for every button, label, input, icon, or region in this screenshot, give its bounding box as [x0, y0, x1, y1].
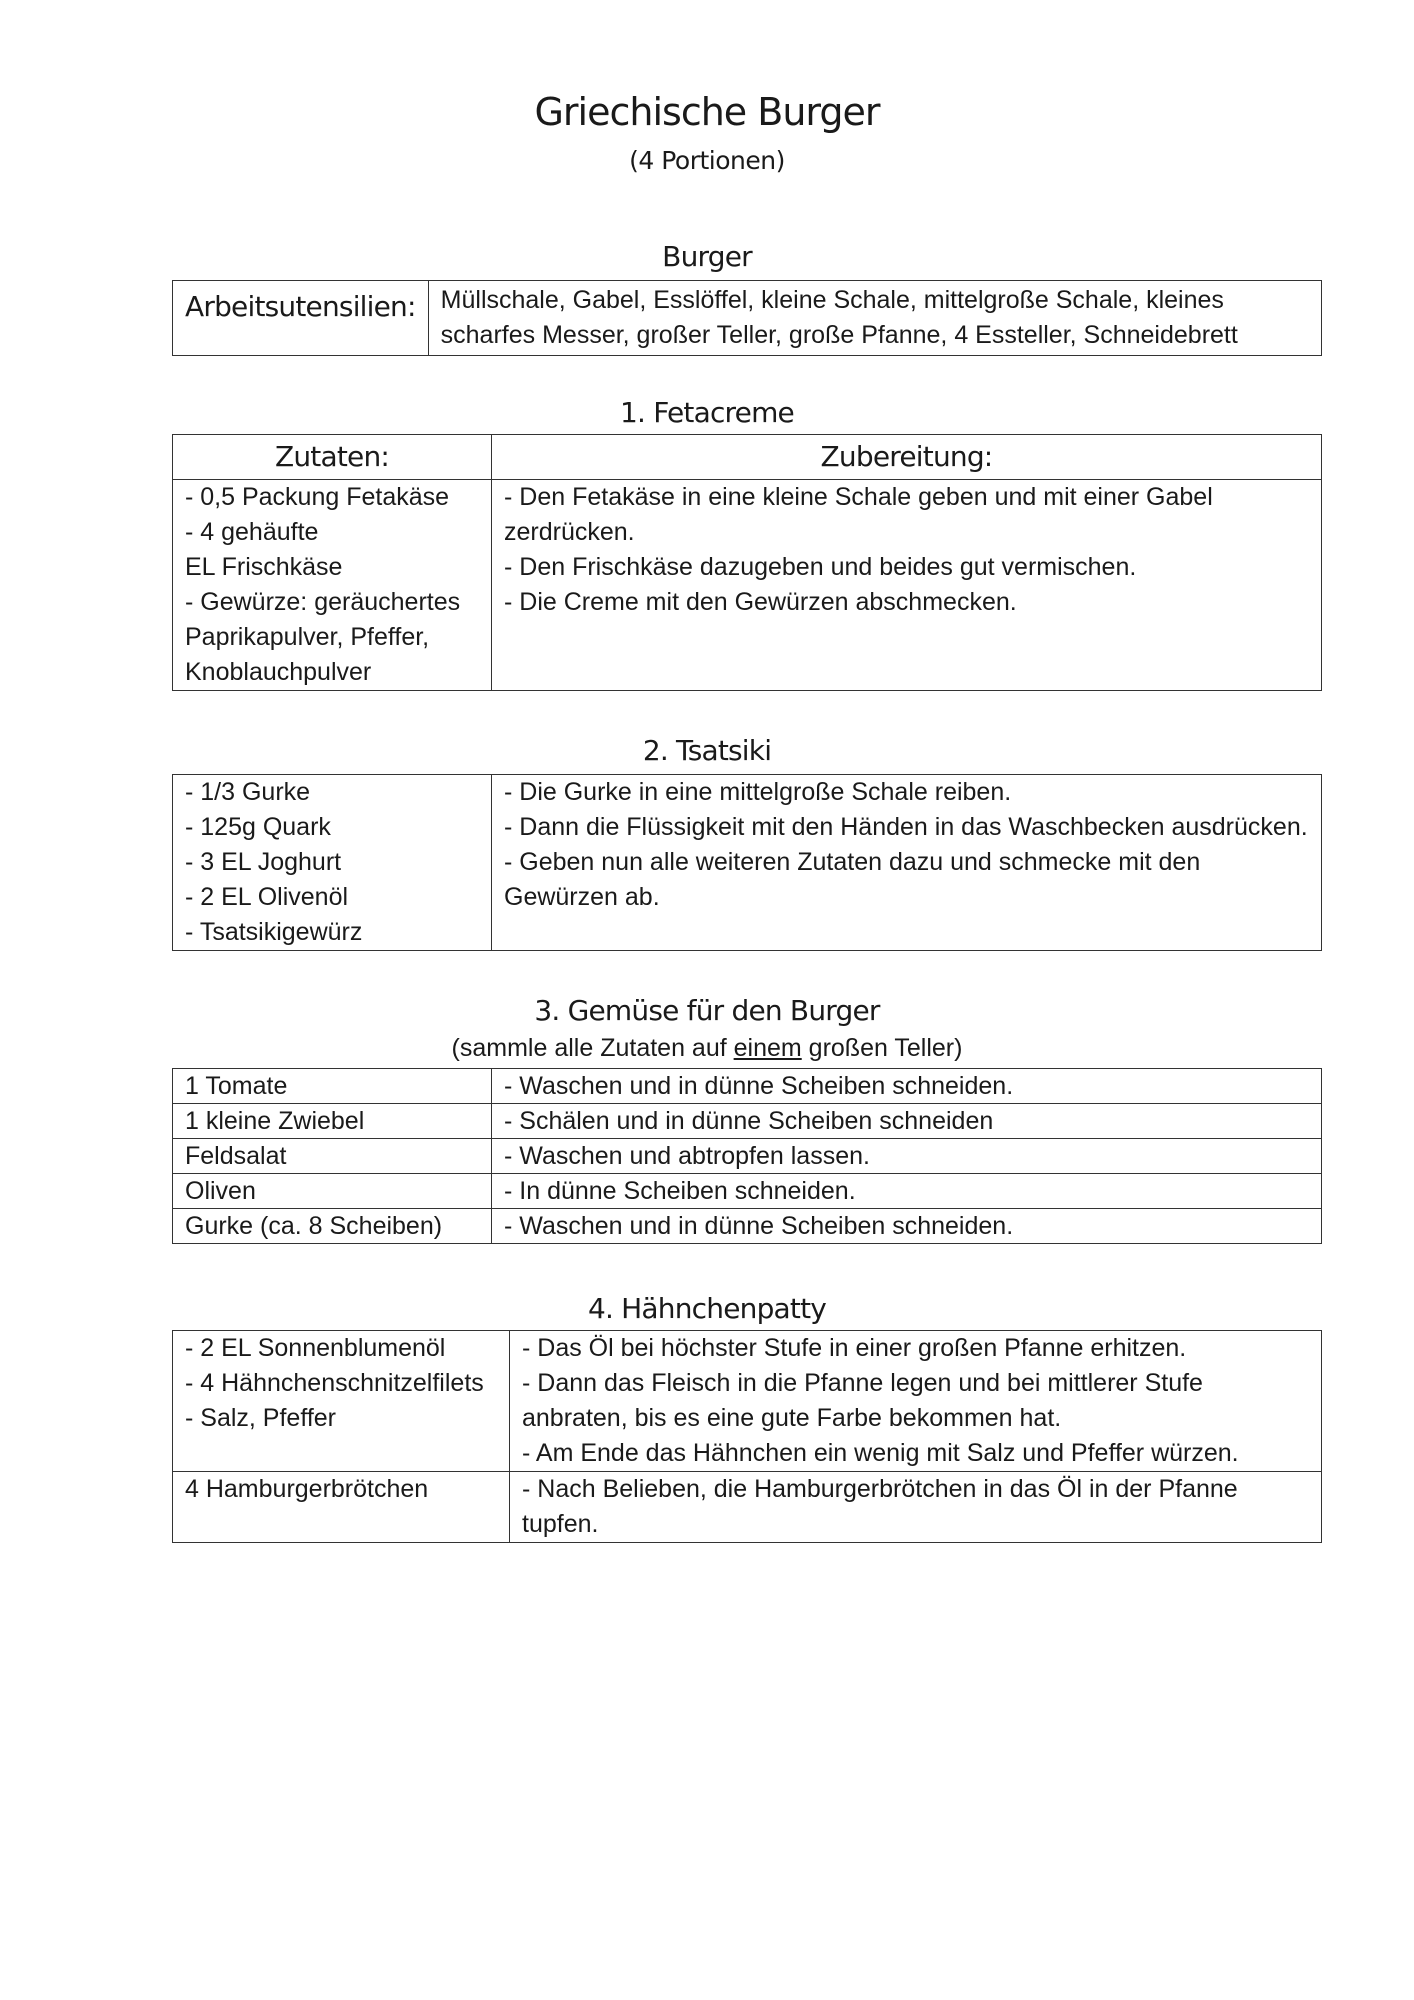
- list-item: 4 Hamburgerbrötchen: [185, 1475, 429, 1503]
- list-item: - Geben nun alle weiteren Zutaten dazu und schmecke mit den Gewürzen ab.: [504, 848, 1201, 911]
- preparation-header: Zubereitung:: [492, 435, 1322, 480]
- fetacreme-table: [172, 434, 1322, 691]
- list-item: - Dann die Flüssigkeit mit den Händen in das Waschbecken ausdrücken.: [504, 813, 1308, 841]
- note-text: (sammle alle Zutaten auf: [451, 1034, 734, 1062]
- list-item: - 2 EL Olivenöl: [185, 883, 349, 911]
- note-underlined: einem: [733, 1034, 802, 1062]
- tsatsiki-steps: [492, 775, 1322, 951]
- burger-heading: Burger: [662, 240, 752, 273]
- gemuese-table: [172, 1068, 1322, 1244]
- table-row: [173, 1331, 1322, 1472]
- gemuese-note: [0, 1034, 1414, 1063]
- list-item: - Die Gurke in eine mittelgroße Schale reiben.: [504, 778, 1012, 806]
- haehnchen-heading: 4. Hähnchenpatty: [587, 1292, 827, 1325]
- list-item: - 4 Hähnchenschnitzelfilets: [185, 1369, 484, 1397]
- gemuese-item: Gurke (ca. 8 Scheiben): [173, 1209, 492, 1244]
- list-item: - 0,5 Packung Fetakäse: [185, 483, 450, 511]
- gemuese-item: 1 Tomate: [173, 1069, 492, 1104]
- haehnchen-steps: [510, 1472, 1322, 1543]
- utensils-label: Arbeitsutensilien:: [173, 281, 429, 356]
- table-row: [173, 1139, 1322, 1174]
- tsatsiki-ingredients: [173, 775, 492, 951]
- table-row: [173, 1174, 1322, 1209]
- tsatsiki-table: [172, 774, 1322, 951]
- note-text: großen Teller): [801, 1034, 963, 1062]
- gemuese-item: 1 kleine Zwiebel: [173, 1104, 492, 1139]
- list-item: - Am Ende das Hähnchen ein wenig mit Salz und Pfeffer würzen.: [522, 1439, 1239, 1467]
- gemuese-step: - In dünne Scheiben schneiden.: [492, 1174, 1322, 1209]
- list-item: - Nach Belieben, die Hamburgerbrötchen in das Öl in der Pfanne tupfen.: [522, 1475, 1238, 1538]
- gemuese-item: Feldsalat: [173, 1139, 492, 1174]
- list-item: - 2 EL Sonnenblumenöl: [185, 1334, 446, 1362]
- haehnchen-ingredients: [173, 1472, 510, 1543]
- gemuese-item: Oliven: [173, 1174, 492, 1209]
- haehnchen-steps: [510, 1331, 1322, 1472]
- list-item: - 4 gehäufte EL Frischkäse: [185, 518, 343, 581]
- portions-subtitle: (4 Portionen): [629, 146, 785, 175]
- fetacreme-steps: [492, 480, 1322, 691]
- list-item: - Salz, Pfeffer: [185, 1404, 336, 1432]
- list-item: - 125g Quark: [185, 813, 331, 841]
- list-item: - Tsatsikigewürz: [185, 918, 363, 946]
- table-row: [173, 1069, 1322, 1104]
- recipe-title: Griechische Burger: [534, 90, 880, 134]
- fetacreme-heading: 1. Fetacreme: [620, 396, 794, 429]
- list-item: - Dann das Fleisch in die Pfanne legen und bei mittlerer Stufe anbraten, bis es eine gute Farbe bekommen hat.: [522, 1369, 1203, 1432]
- gemuese-heading: 3. Gemüse für den Burger: [534, 994, 880, 1027]
- fetacreme-ingredients: [173, 480, 492, 691]
- list-item: - Den Fetakäse in eine kleine Schale geben und mit einer Gabel zerdrücken.: [504, 483, 1213, 546]
- list-item: - Die Creme mit den Gewürzen abschmecken.: [504, 588, 1017, 616]
- haehnchen-ingredients: [173, 1331, 510, 1472]
- gemuese-step: - Waschen und abtropfen lassen.: [492, 1139, 1322, 1174]
- utensils-text: Müllschale, Gabel, Esslöffel, kleine Schale, mittelgroße Schale, kleines scharfes Messer, großer Teller, große Pfanne, 4 Essteller, Schneidebrett: [428, 281, 1321, 356]
- list-item: - Den Frischkäse dazugeben und beides gut vermischen.: [504, 553, 1137, 581]
- table-row: [173, 1104, 1322, 1139]
- gemuese-step: - Schälen und in dünne Scheiben schneiden: [492, 1104, 1322, 1139]
- list-item: - Gewürze: geräuchertes Paprikapulver, Pfeffer, Knoblauchpulver: [185, 588, 461, 686]
- list-item: - 1/3 Gurke: [185, 778, 311, 806]
- table-row: [173, 1209, 1322, 1244]
- utensils-table: [172, 280, 1322, 356]
- tsatsiki-heading: 2. Tsatsiki: [642, 734, 772, 767]
- gemuese-step: - Waschen und in dünne Scheiben schneiden.: [492, 1069, 1322, 1104]
- gemuese-step: - Waschen und in dünne Scheiben schneiden.: [492, 1209, 1322, 1244]
- table-row: [173, 1472, 1322, 1543]
- list-item: - 3 EL Joghurt: [185, 848, 342, 876]
- ingredients-header: Zutaten:: [173, 435, 492, 480]
- list-item: - Das Öl bei höchster Stufe in einer großen Pfanne erhitzen.: [522, 1334, 1187, 1362]
- haehnchen-table: [172, 1330, 1322, 1543]
